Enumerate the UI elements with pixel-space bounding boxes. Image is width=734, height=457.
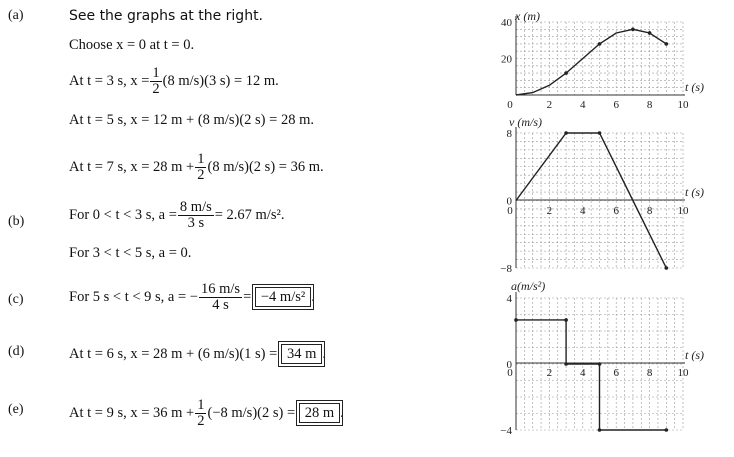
fraction-numerator: 16 m/s: [200, 281, 241, 297]
y-tick-label: 0: [506, 359, 512, 371]
equation-text: See the graphs at the right.: [69, 8, 264, 24]
equation-text: At t = 3 s, x =: [69, 72, 150, 89]
series-line: [516, 29, 666, 95]
fraction-numerator: 1: [197, 151, 205, 167]
equation-text: For 0 < t < 3 s, a =: [69, 206, 177, 223]
equation-text: For 5 s < t < 9 s, a = −: [69, 288, 198, 305]
fraction: [150, 66, 161, 97]
part-label: (b): [8, 214, 25, 229]
data-point: [598, 131, 602, 135]
equation-text: At t = 5 s, x = 12 m + (8 m/s)(2 s) = 28 m.: [69, 112, 314, 128]
y-tick-label: 40: [501, 17, 512, 29]
x-tick-label: 10: [677, 367, 689, 379]
x-tick-label: 2: [546, 367, 553, 379]
boxed-answer: 34 m: [281, 344, 322, 364]
data-point: [598, 42, 602, 46]
x-tick-label: 0: [507, 367, 513, 379]
y-tick-label: 20: [501, 53, 512, 66]
data-point: [631, 28, 635, 32]
equation-line: [69, 282, 315, 313]
data-point: [665, 42, 669, 46]
y-axis-label: v (m/s): [509, 115, 542, 129]
y-tick-label: −4: [500, 425, 512, 437]
y-axis-label: x (m): [515, 9, 540, 23]
x-tick-label: 8: [646, 99, 653, 111]
fraction: [195, 398, 206, 429]
equation-line: [69, 112, 314, 129]
equation-line: [69, 346, 326, 363]
equation-text: Choose x = 0 at t = 0.: [69, 37, 195, 53]
equation-line: [69, 200, 284, 231]
fraction-denominator: 3 s: [187, 215, 205, 231]
boxed-answer: 28 m: [299, 403, 340, 423]
x-tick-label: 10: [677, 205, 689, 217]
equation-line: [69, 152, 324, 183]
equation-tail: .: [340, 404, 344, 421]
x-tick-label: 6: [613, 99, 619, 111]
equation-line: [69, 8, 263, 25]
series-line: [516, 320, 666, 430]
data-point: [514, 318, 518, 322]
equation-text: (8 m/s)(2 s) = 36 m.: [207, 158, 324, 175]
y-tick-label: 0: [506, 195, 512, 208]
x-tick-label: 4: [580, 205, 586, 217]
fraction: [195, 152, 206, 183]
data-point: [598, 362, 602, 366]
x-tick-label: 0: [507, 205, 513, 217]
fraction-numerator: 1: [152, 65, 160, 81]
equation-text: At t = 6 s, x = 28 m + (6 m/s)(1 s) =: [69, 346, 278, 362]
data-point: [564, 131, 568, 135]
series-line: [516, 133, 666, 268]
equation-line: [69, 398, 344, 429]
x-tick-label: 6: [613, 367, 619, 379]
x-axis-label: t (s): [685, 348, 704, 362]
equation-line: [69, 37, 194, 54]
x-tick-label: 8: [646, 205, 653, 217]
x-tick-label: 4: [580, 367, 586, 379]
fraction: [199, 282, 242, 313]
y-tick-label: 4: [506, 293, 512, 305]
x-tick-label: 2: [546, 99, 553, 111]
part-label: (c): [8, 292, 24, 307]
fraction-denominator: 4 s: [212, 297, 229, 313]
fraction-denominator: 2: [152, 81, 160, 97]
equation-tail: .: [311, 288, 315, 305]
fraction-numerator: 8 m/s: [179, 199, 212, 215]
x-tick-label: 10: [677, 99, 689, 111]
equation-tail: .: [322, 346, 326, 362]
x-tick-label: 8: [646, 367, 653, 379]
data-point: [598, 428, 602, 432]
equation-text: At t = 9 s, x = 36 m +: [69, 404, 195, 421]
equation-text: = 2.67 m/s².: [214, 206, 285, 223]
data-point: [564, 71, 568, 75]
data-point: [648, 31, 652, 35]
y-tick-label: 8: [506, 128, 512, 140]
data-point: [665, 266, 669, 270]
boxed-answer: −4 m/s²: [255, 287, 311, 307]
x-axis-label: t (s): [685, 80, 704, 94]
equation-text: For 3 < t < 5 s, a = 0.: [69, 245, 192, 261]
equation-text: (8 m/s)(3 s) = 12 m.: [162, 72, 279, 89]
fraction: [178, 200, 214, 231]
data-point: [665, 428, 669, 432]
data-point: [564, 362, 568, 366]
fraction-denominator: 2: [197, 167, 205, 183]
y-tick-label: −8: [500, 263, 512, 275]
equation-text: At t = 7 s, x = 28 m +: [69, 158, 195, 175]
fraction-numerator: 1: [197, 397, 205, 413]
equation-text: (−8 m/s)(2 s) =: [207, 404, 296, 421]
x-tick-label: 6: [613, 205, 619, 217]
part-label: (e): [8, 402, 24, 417]
x-axis-label: t (s): [685, 185, 704, 199]
part-label: (d): [8, 344, 25, 359]
equation-line: [69, 66, 279, 97]
fraction-denominator: 2: [197, 413, 205, 429]
x-tick-label: 0: [507, 99, 513, 111]
x-tick-label: 4: [580, 99, 586, 111]
data-point: [564, 318, 568, 322]
equation-text: =: [243, 288, 252, 305]
part-label: (a): [8, 8, 24, 23]
x-tick-label: 2: [546, 205, 553, 217]
y-axis-label: a(m/s²): [511, 279, 546, 293]
equation-line: [69, 245, 191, 262]
